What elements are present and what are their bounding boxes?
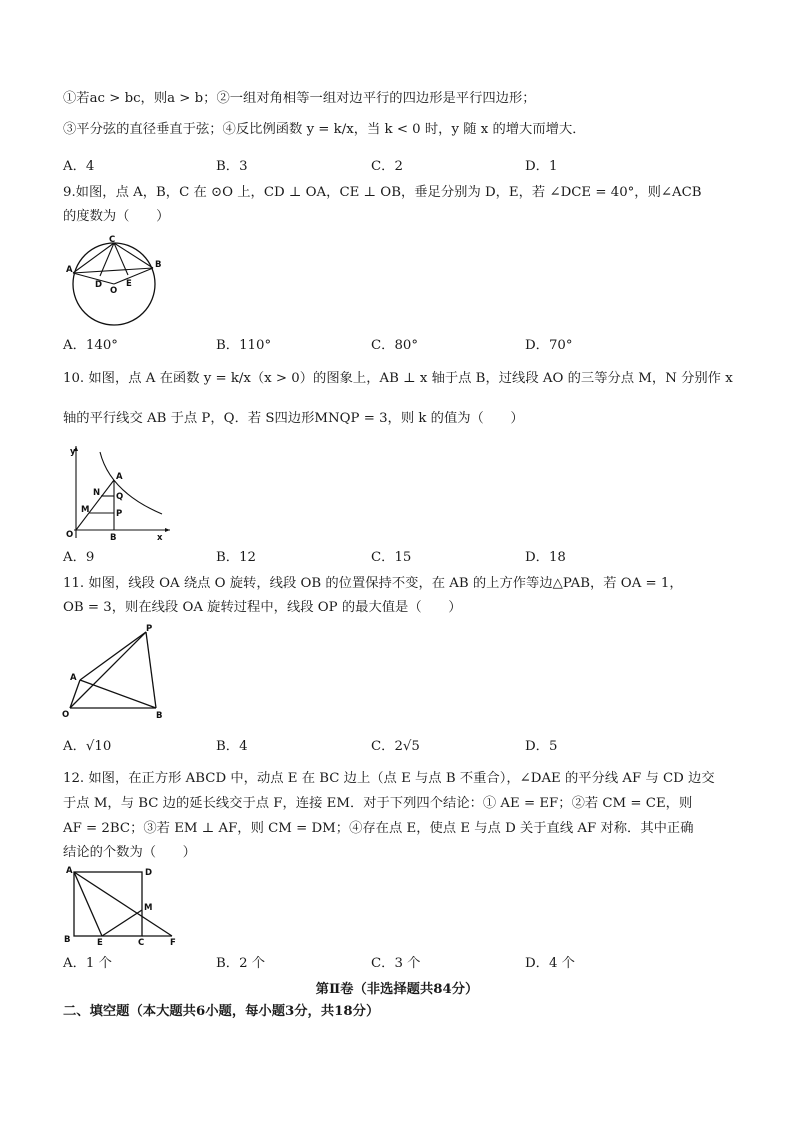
label-p: P: [116, 509, 123, 519]
q9-option-d[interactable]: D．70°: [525, 338, 573, 353]
q11-stem-line-2: OB = 3，则在线段 OA 旋转过程中，线段 OP 的最大值是（ ）: [63, 600, 462, 615]
q10-option-a[interactable]: A．9: [63, 550, 95, 565]
label-b: B: [110, 533, 117, 542]
q8-option-a[interactable]: A．4: [63, 159, 95, 174]
label-d: D: [145, 868, 153, 878]
label-e: E: [97, 938, 103, 946]
label-d: D: [95, 280, 103, 290]
label-o: O: [62, 710, 70, 720]
statement-line-2: ③平分弦的直径垂直于弦；④反比例函数 y = k/x，当 k < 0 时，y 随 x 的增大而增大．: [63, 122, 586, 137]
q11-triangle-figure: [60, 622, 172, 722]
q9-circle-figure: [62, 232, 166, 328]
statement-line-1: ①若ac > bc，则a > b；②一组对角相等一组对边平行的四边形是平行四边形；: [63, 91, 536, 106]
section-heading: 二、填空题（本大题共6小题，每小题3分，共18分）: [63, 1004, 380, 1019]
q11-option-d[interactable]: D．5: [525, 739, 558, 754]
q8-option-c[interactable]: C．2: [371, 159, 403, 174]
q11-option-b[interactable]: B．4: [216, 739, 248, 754]
q12-option-a[interactable]: A．1 个: [63, 956, 112, 971]
label-b: B: [156, 711, 163, 721]
label-o: O: [110, 286, 118, 296]
label-f: F: [170, 938, 176, 946]
q12-stem-line-1: 12. 如图，在正方形 ABCD 中，动点 E 在 BC 边上（点 E 与点 B 不重合），∠DAE 的平分线 AF 与 CD 边交: [63, 771, 715, 786]
label-n: N: [93, 488, 101, 498]
q12-option-c[interactable]: C．3 个: [371, 956, 421, 971]
label-a: A: [116, 472, 123, 482]
q9-stem-line-1: 9.如图，点 A，B，C 在 ⊙O 上，CD ⊥ OA，CE ⊥ OB，垂足分别为 D，E，若 ∠DCE = 40°，则∠ACB: [63, 185, 702, 200]
q12-stem-line-4: 结论的个数为（ ）: [63, 845, 196, 860]
label-a: A: [66, 265, 73, 275]
q10-stem-line-1: 10. 如图，点 A 在函数 y = k/x（x > 0）的图象上，AB ⊥ x 轴于点 B，过线段 AO 的三等分点 M，N 分别作 x: [63, 371, 733, 386]
label-o: O: [66, 530, 74, 540]
label-b: B: [64, 935, 71, 945]
q9-option-a[interactable]: A．140°: [63, 338, 118, 353]
label-p: P: [146, 624, 153, 634]
q11-option-c[interactable]: C．2√5: [371, 739, 420, 754]
q10-option-d[interactable]: D．18: [525, 550, 566, 565]
label-a: A: [70, 673, 77, 683]
q9-stem-line-2: 的度数为（ ）: [63, 209, 170, 224]
q10-option-c[interactable]: C．15: [371, 550, 412, 565]
q12-option-b[interactable]: B．2 个: [216, 956, 266, 971]
q12-stem-line-2: 于点 M，与 BC 边的延长线交于点 F，连接 EM．对于下列四个结论：① AE = EF；②若 CM = CE，则: [63, 796, 693, 811]
square-shape: [74, 872, 142, 936]
label-m: M: [81, 505, 90, 515]
q9-option-c[interactable]: C．80°: [371, 338, 419, 353]
label-c: C: [138, 938, 145, 946]
label-a: A: [66, 866, 73, 876]
label-y: y: [70, 447, 76, 457]
q12-stem-line-3: AF = 2BC；③若 EM ⊥ AF，则 CM = DM；④存在点 E，使点 E 与点 D 关于直线 AF 对称．其中正确: [63, 821, 694, 836]
label-c: C: [109, 235, 116, 245]
q11-option-a[interactable]: A．√10: [63, 739, 112, 754]
label-x: x: [157, 533, 163, 542]
q12-option-d[interactable]: D．4 个: [525, 956, 575, 971]
hyperbola-curve: [100, 452, 162, 514]
label-b: B: [155, 260, 162, 270]
q8-option-d[interactable]: D．1: [525, 159, 558, 174]
section-title: 第Ⅱ卷（非选择题共84分）: [315, 982, 479, 997]
label-m: M: [144, 903, 153, 913]
label-e: E: [126, 279, 132, 289]
q8-option-b[interactable]: B．3: [216, 159, 248, 174]
q10-option-b[interactable]: B．12: [216, 550, 256, 565]
q9-option-b[interactable]: B．110°: [216, 338, 272, 353]
q12-square-figure: [62, 864, 186, 946]
q10-hyperbola-figure: [62, 442, 174, 542]
q10-stem-line-2: 轴的平行线交 AB 于点 P，Q．若 S四边形MNQP = 3，则 k 的值为（ ）: [63, 411, 524, 426]
label-q: Q: [116, 492, 124, 502]
q11-stem-line-1: 11. 如图，线段 OA 绕点 O 旋转，线段 OB 的位置保持不变，在 AB 的上方作等边△PAB，若 OA = 1，: [63, 576, 683, 591]
